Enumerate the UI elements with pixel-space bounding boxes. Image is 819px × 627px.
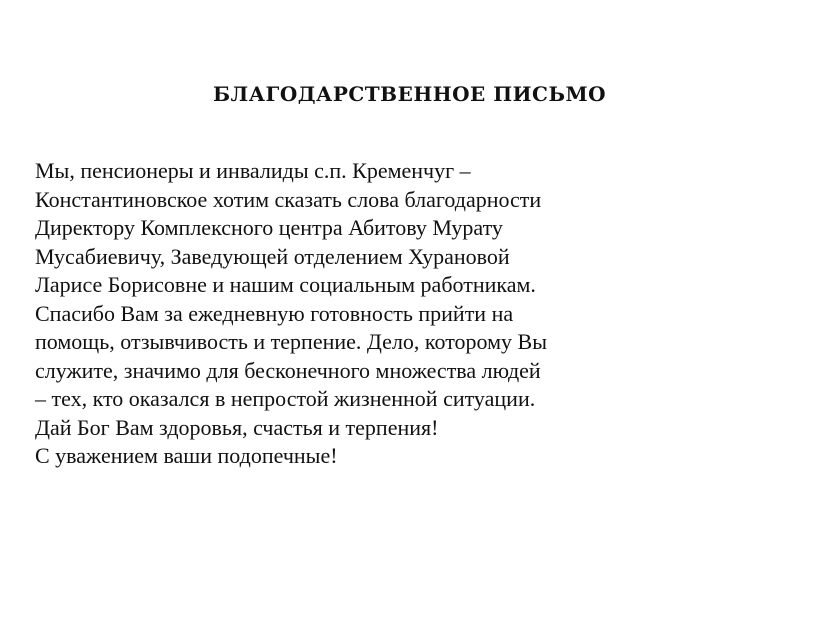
letter-line: Ларисе Борисовне и нашим социальным работникам. bbox=[35, 272, 536, 297]
letter-line: Мусабиевичу, Заведующей отделением Хурановой bbox=[35, 243, 510, 269]
letter-line: помощь, отзывчивость и терпение. Дело, которому Вы bbox=[35, 329, 547, 354]
letter-line: Мы, пенсионеры и инвалиды с.п. Кременчуг – bbox=[35, 158, 471, 183]
letter-line: С уважением ваши подопечные! bbox=[35, 443, 338, 468]
letter-line: Константиновское хотим сказать слова благодарности bbox=[35, 186, 542, 212]
letter-line: Спасибо Вам за ежедневную готовность прийти на bbox=[35, 300, 514, 326]
letter-title: БЛАГОДАРСТВЕННОЕ ПИСЬМО bbox=[212, 82, 607, 106]
letter-line: Дай Бог Вам здоровья, счастья и терпения! bbox=[35, 414, 439, 440]
letter-line: Директору Комплексного центра Абитову Мурату bbox=[35, 215, 503, 240]
letter-line: служите, значимо для бесконечного множества людей bbox=[35, 357, 541, 383]
letter-body bbox=[35, 157, 795, 471]
letter-line: – тех, кто оказался в непростой жизненной ситуации. bbox=[35, 386, 536, 411]
